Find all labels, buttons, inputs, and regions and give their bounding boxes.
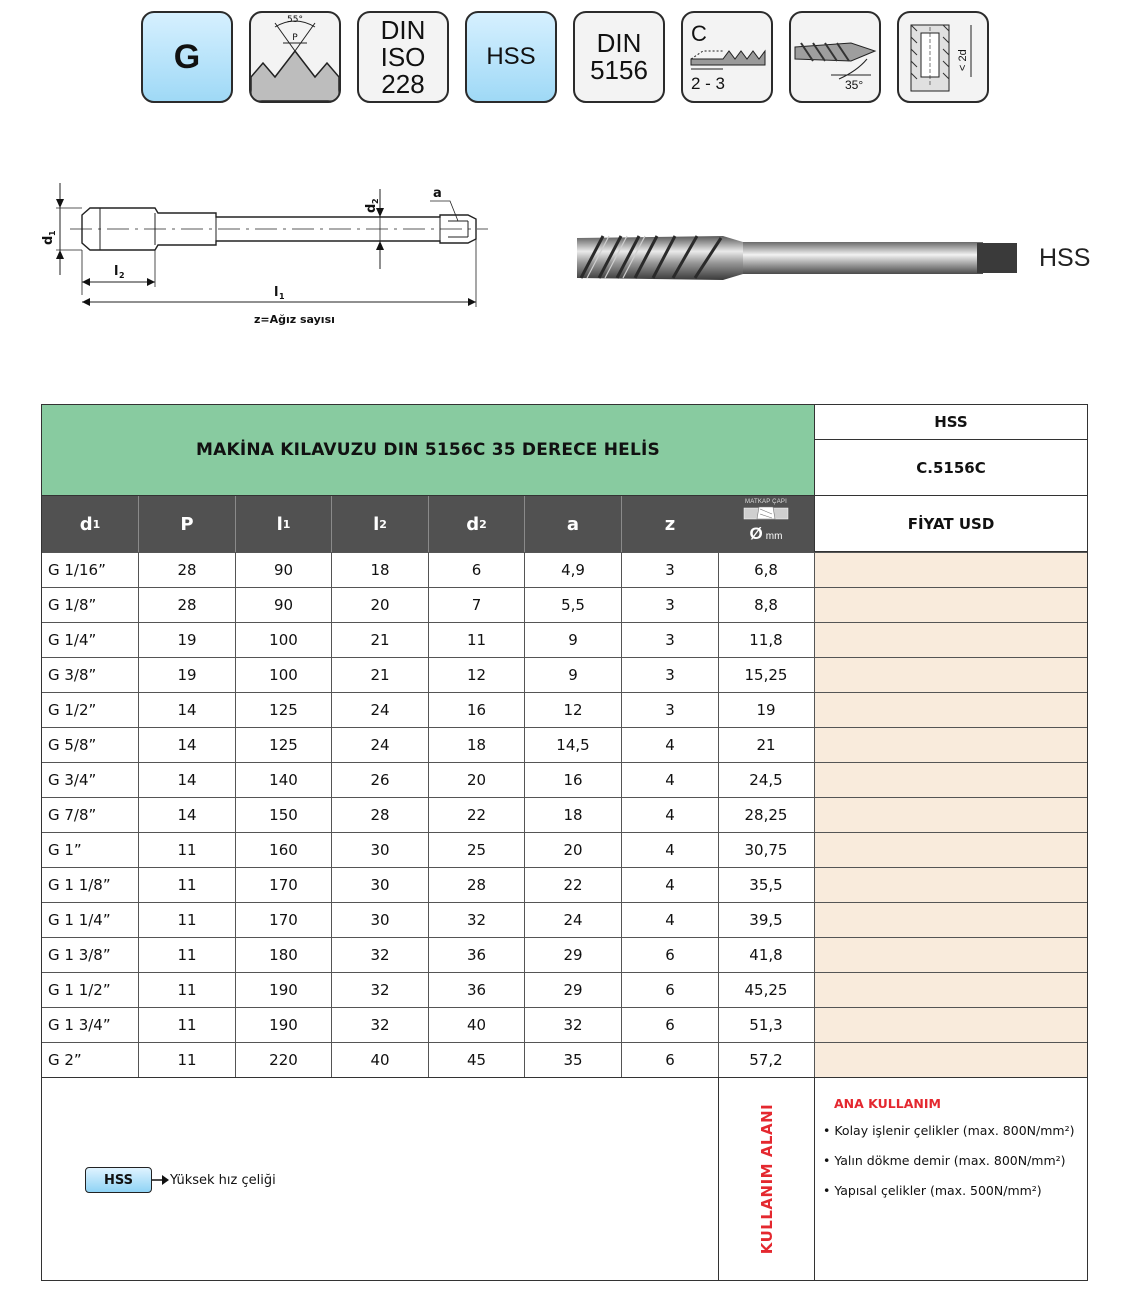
table-cell: 6 bbox=[622, 973, 719, 1007]
table-cell: 190 bbox=[236, 1008, 332, 1042]
table-cell: 20 bbox=[429, 763, 525, 797]
table-cell: 90 bbox=[236, 588, 332, 622]
table-cell: 18 bbox=[429, 728, 525, 762]
table-cell: 28 bbox=[332, 798, 429, 832]
table-cell: 14 bbox=[139, 798, 236, 832]
table-cell: 150 bbox=[236, 798, 332, 832]
table-cell: 190 bbox=[236, 973, 332, 1007]
spiral-tap-photo bbox=[573, 230, 1019, 285]
drill-caption: MATKAP ÇAPI bbox=[745, 499, 787, 505]
table-cell: 19 bbox=[139, 623, 236, 657]
spiral-35-badge bbox=[789, 11, 881, 103]
price-cell bbox=[815, 1008, 1087, 1042]
hss-legend-text: Yüksek hız çeliği bbox=[170, 1172, 276, 1188]
column-header-main: a bbox=[566, 513, 580, 535]
hss-badge-label: HSS bbox=[486, 43, 536, 70]
table-cell: G 1/2” bbox=[42, 693, 139, 727]
column-header bbox=[139, 496, 236, 552]
table-cell: 45 bbox=[429, 1043, 525, 1077]
table-row bbox=[42, 657, 1087, 692]
drill-hole-icon bbox=[743, 505, 789, 521]
table-cell: 11 bbox=[139, 973, 236, 1007]
table-cell: 18 bbox=[525, 798, 622, 832]
table-cell: 170 bbox=[236, 868, 332, 902]
d1-dim-label: d bbox=[41, 235, 56, 245]
arrow-right-icon bbox=[152, 1167, 170, 1193]
table-cell: 14,5 bbox=[525, 728, 622, 762]
table-cell: 100 bbox=[236, 623, 332, 657]
hole-depth-badge bbox=[897, 11, 989, 103]
table-cell: 11,8 bbox=[718, 623, 815, 657]
table-cell: 21 bbox=[332, 658, 429, 692]
usage-area-vertical bbox=[718, 1077, 815, 1280]
table-cell: 40 bbox=[429, 1008, 525, 1042]
price-cell bbox=[815, 658, 1087, 692]
column-header-main: d bbox=[466, 513, 480, 535]
chamfer-range-label: 2 - 3 bbox=[691, 74, 726, 93]
table-cell: 220 bbox=[236, 1043, 332, 1077]
table-cell: 6 bbox=[429, 553, 525, 587]
din-label: DIN bbox=[380, 14, 426, 45]
chamfer-c-badge bbox=[681, 11, 773, 103]
table-row bbox=[42, 797, 1087, 832]
table-row bbox=[42, 937, 1087, 972]
column-header bbox=[525, 496, 622, 552]
material-header: HSS bbox=[815, 405, 1087, 440]
main-usage-title: ANA KULLANIM bbox=[834, 1096, 941, 1111]
table-cell: 41,8 bbox=[718, 938, 815, 972]
228-label: 228 bbox=[381, 68, 425, 99]
main-usage bbox=[815, 1077, 1087, 1280]
table-row bbox=[42, 1007, 1087, 1042]
column-header-main: d bbox=[79, 513, 93, 535]
din-5156-din: DIN bbox=[596, 28, 642, 58]
table-cell: 28,25 bbox=[718, 798, 815, 832]
price-cell bbox=[815, 798, 1087, 832]
table-cell: 20 bbox=[525, 833, 622, 867]
table-cell: 16 bbox=[525, 763, 622, 797]
table-cell: 21 bbox=[332, 623, 429, 657]
a-dim-label: a bbox=[433, 186, 442, 201]
table-cell: G 1 1/4” bbox=[42, 903, 139, 937]
column-header-sub: 1 bbox=[282, 517, 291, 531]
table-row bbox=[42, 552, 1087, 587]
price-cell bbox=[815, 728, 1087, 762]
column-header bbox=[622, 496, 719, 552]
iso-label: ISO bbox=[380, 41, 426, 72]
table-cell: G 1/4” bbox=[42, 623, 139, 657]
column-header-sub: 2 bbox=[379, 517, 387, 531]
table-cell: G 1 3/4” bbox=[42, 1008, 139, 1042]
table-cell: 6 bbox=[622, 1008, 719, 1042]
table-cell: 35,5 bbox=[718, 868, 815, 902]
price-cell bbox=[815, 763, 1087, 797]
g-thread-badge bbox=[141, 11, 233, 103]
table-cell: 9 bbox=[525, 623, 622, 657]
table-cell: 32 bbox=[525, 1008, 622, 1042]
table-cell: 3 bbox=[622, 658, 719, 692]
table-cell: 28 bbox=[139, 553, 236, 587]
pitch-p-label: P bbox=[292, 33, 298, 43]
g-letter: G bbox=[173, 37, 201, 76]
table-cell: 32 bbox=[332, 973, 429, 1007]
l2-dim-sub: 2 bbox=[119, 271, 125, 280]
table-cell: 12 bbox=[525, 693, 622, 727]
table-cell: 11 bbox=[139, 833, 236, 867]
table-cell: 19 bbox=[139, 658, 236, 692]
l1-dim-sub: 1 bbox=[279, 292, 285, 301]
column-header-main: l bbox=[276, 513, 283, 535]
table-cell: 32 bbox=[332, 938, 429, 972]
table-cell: 29 bbox=[525, 938, 622, 972]
table-cell: G 1/8” bbox=[42, 588, 139, 622]
table-cell: 4 bbox=[622, 763, 719, 797]
table-cell: 3 bbox=[622, 623, 719, 657]
table-cell: 14 bbox=[139, 728, 236, 762]
d2-dim-label: d bbox=[364, 203, 379, 213]
table-cell: 6 bbox=[622, 938, 719, 972]
table-cell: 180 bbox=[236, 938, 332, 972]
usage-vertical-label: KULLANIM ALANI bbox=[757, 1103, 776, 1255]
table-cell: 4 bbox=[622, 728, 719, 762]
table-cell: 170 bbox=[236, 903, 332, 937]
product-table bbox=[41, 404, 1088, 1281]
column-header bbox=[429, 496, 525, 552]
column-header bbox=[332, 496, 429, 552]
usage-item: • Yapısal çelikler (max. 500N/mm²) bbox=[823, 1183, 1042, 1198]
table-cell: 3 bbox=[622, 693, 719, 727]
chamfer-icon bbox=[683, 13, 771, 101]
table-row bbox=[42, 622, 1087, 657]
spiral-flute-icon bbox=[791, 13, 879, 101]
l1-dim-label: l bbox=[274, 285, 279, 300]
table-cell: 14 bbox=[139, 693, 236, 727]
drill-unit: mm bbox=[765, 531, 783, 542]
column-header-main: z bbox=[664, 513, 676, 535]
table-cell: 140 bbox=[236, 763, 332, 797]
legend-area bbox=[42, 1077, 718, 1280]
table-cell: 4 bbox=[622, 798, 719, 832]
table-cell: 11 bbox=[139, 938, 236, 972]
price-cell bbox=[815, 903, 1087, 937]
d1-dim-sub: 1 bbox=[48, 230, 57, 236]
helix-angle-label: 35° bbox=[845, 78, 864, 92]
table-cell: 30 bbox=[332, 833, 429, 867]
table-cell: 51,3 bbox=[718, 1008, 815, 1042]
table-cell: 6 bbox=[622, 1043, 719, 1077]
din-iso-228-badge bbox=[357, 11, 449, 103]
table-row bbox=[42, 972, 1087, 1007]
din-5156-badge bbox=[573, 11, 665, 103]
diameter-symbol: Ø bbox=[749, 524, 763, 543]
table-row bbox=[42, 727, 1087, 762]
table-cell: 11 bbox=[139, 868, 236, 902]
table-cell: 125 bbox=[236, 728, 332, 762]
table-cell: 4 bbox=[622, 833, 719, 867]
table-row bbox=[42, 762, 1087, 797]
hole-depth-label: < 2d bbox=[957, 49, 969, 71]
blind-hole-icon bbox=[899, 13, 987, 101]
price-cell bbox=[815, 553, 1087, 587]
table-row bbox=[42, 692, 1087, 727]
table-cell: G 3/8” bbox=[42, 658, 139, 692]
table-cell: 30,75 bbox=[718, 833, 815, 867]
table-cell: 6,8 bbox=[718, 553, 815, 587]
table-cell: 3 bbox=[622, 588, 719, 622]
price-cell bbox=[815, 833, 1087, 867]
product-code: C.5156C bbox=[815, 440, 1087, 496]
table-cell: 24 bbox=[332, 728, 429, 762]
feature-badges bbox=[141, 11, 991, 103]
price-cell bbox=[815, 623, 1087, 657]
table-cell: 160 bbox=[236, 833, 332, 867]
column-header-main: P bbox=[180, 513, 194, 535]
table-cell: 32 bbox=[429, 903, 525, 937]
table-row bbox=[42, 832, 1087, 867]
table-cell: 28 bbox=[429, 868, 525, 902]
table-cell: 36 bbox=[429, 973, 525, 1007]
table-cell: 3 bbox=[622, 553, 719, 587]
angle-55-label: 55° bbox=[287, 15, 303, 25]
column-header-sub: 1 bbox=[92, 517, 101, 531]
table-cell: 25 bbox=[429, 833, 525, 867]
table-cell: 39,5 bbox=[718, 903, 815, 937]
din-5156-num: 5156 bbox=[590, 55, 648, 85]
table-cell: G 7/8” bbox=[42, 798, 139, 832]
table-cell: 7 bbox=[429, 588, 525, 622]
table-cell: 100 bbox=[236, 658, 332, 692]
table-cell: G 1” bbox=[42, 833, 139, 867]
table-cell: G 3/4” bbox=[42, 763, 139, 797]
table-cell: 4 bbox=[622, 868, 719, 902]
table-cell: 22 bbox=[525, 868, 622, 902]
table-row bbox=[42, 587, 1087, 622]
table-cell: 4,9 bbox=[525, 553, 622, 587]
table-cell: G 1 1/2” bbox=[42, 973, 139, 1007]
table-cell: 16 bbox=[429, 693, 525, 727]
column-header-main: l bbox=[373, 513, 380, 535]
table-cell: 125 bbox=[236, 693, 332, 727]
drill-diameter-header bbox=[718, 496, 815, 552]
table-cell: G 1 1/8” bbox=[42, 868, 139, 902]
price-header: FİYAT USD bbox=[815, 496, 1087, 552]
table-title: MAKİNA KILAVUZU DIN 5156C 35 DERECE HELİS bbox=[42, 405, 815, 496]
table-cell: 5,5 bbox=[525, 588, 622, 622]
table-cell: 4 bbox=[622, 903, 719, 937]
column-header bbox=[42, 496, 139, 552]
table-cell: 14 bbox=[139, 763, 236, 797]
table-cell: 24 bbox=[525, 903, 622, 937]
table-cell: 36 bbox=[429, 938, 525, 972]
thread-profile-icon bbox=[251, 13, 339, 101]
table-cell: 18 bbox=[332, 553, 429, 587]
table-cell: 11 bbox=[139, 1043, 236, 1077]
table-cell: 8,8 bbox=[718, 588, 815, 622]
price-cell bbox=[815, 693, 1087, 727]
table-cell: 11 bbox=[139, 903, 236, 937]
table-cell: 30 bbox=[332, 903, 429, 937]
column-header-sub: 2 bbox=[479, 517, 487, 531]
photo-hss-label: HSS bbox=[1039, 244, 1091, 272]
tap-technical-drawing bbox=[30, 175, 500, 335]
table-cell: 90 bbox=[236, 553, 332, 587]
table-cell: 57,2 bbox=[718, 1043, 815, 1077]
price-cell bbox=[815, 973, 1087, 1007]
table-cell: 35 bbox=[525, 1043, 622, 1077]
column-header bbox=[236, 496, 332, 552]
table-cell: G 1/16” bbox=[42, 553, 139, 587]
table-row bbox=[42, 867, 1087, 902]
table-cell: 29 bbox=[525, 973, 622, 1007]
usage-item: • Kolay işlenir çelikler (max. 800N/mm²) bbox=[823, 1123, 1075, 1138]
price-cell bbox=[815, 588, 1087, 622]
table-cell: 9 bbox=[525, 658, 622, 692]
price-cell bbox=[815, 868, 1087, 902]
chamfer-c-label: C bbox=[691, 21, 707, 46]
table-cell: 24 bbox=[332, 693, 429, 727]
table-cell: 11 bbox=[429, 623, 525, 657]
table-row bbox=[42, 902, 1087, 937]
price-cell bbox=[815, 1043, 1087, 1077]
table-cell: 28 bbox=[139, 588, 236, 622]
usage-item: • Yalın dökme demir (max. 800N/mm²) bbox=[823, 1153, 1066, 1168]
table-cell: 12 bbox=[429, 658, 525, 692]
table-cell: G 2” bbox=[42, 1043, 139, 1077]
table-cell: 32 bbox=[332, 1008, 429, 1042]
table-cell: 19 bbox=[718, 693, 815, 727]
table-cell: 22 bbox=[429, 798, 525, 832]
table-row bbox=[42, 1042, 1087, 1077]
hss-badge bbox=[465, 11, 557, 103]
table-cell: 21 bbox=[718, 728, 815, 762]
price-cell bbox=[815, 938, 1087, 972]
table-cell: 40 bbox=[332, 1043, 429, 1077]
table-cell: 24,5 bbox=[718, 763, 815, 797]
table-cell: G 5/8” bbox=[42, 728, 139, 762]
table-cell: 30 bbox=[332, 868, 429, 902]
table-cell: G 1 3/8” bbox=[42, 938, 139, 972]
z-note: z=Ağız sayısı bbox=[254, 313, 335, 326]
l2-dim-label: l bbox=[114, 264, 119, 279]
hss-chip: HSS bbox=[85, 1167, 152, 1193]
table-cell: 45,25 bbox=[718, 973, 815, 1007]
hss-legend bbox=[85, 1167, 276, 1193]
table-cell: 26 bbox=[332, 763, 429, 797]
table-cell: 15,25 bbox=[718, 658, 815, 692]
thread-profile-55-badge bbox=[249, 11, 341, 103]
d2-dim-sub: 2 bbox=[371, 198, 380, 204]
table-cell: 20 bbox=[332, 588, 429, 622]
table-cell: 11 bbox=[139, 1008, 236, 1042]
